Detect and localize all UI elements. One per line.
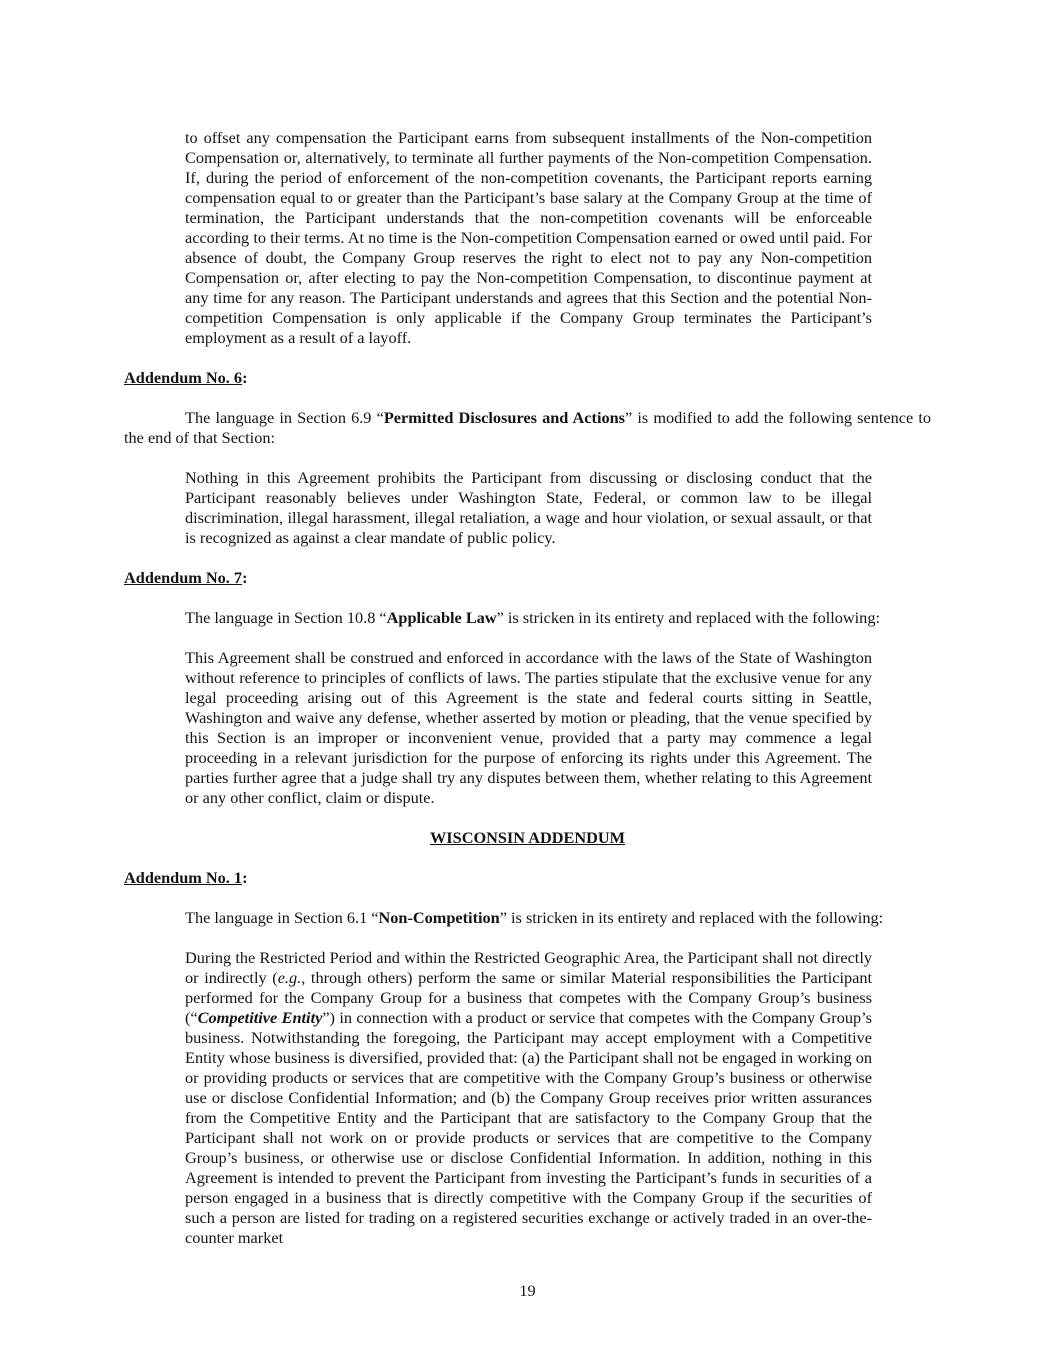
addendum-7-heading-text: Addendum No. 7: [124, 568, 243, 587]
addendum-7-intro-post: ” is stricken in its entirety and replaced with the following:: [496, 608, 880, 627]
addendum-1-heading-text: Addendum No. 1: [124, 868, 243, 887]
addendum-6-intro-post: ” is modified to add the following sentence to the end of that Section:: [124, 408, 931, 447]
addendum-1-body-run-0: During the Restricted Period and within the Restricted Geographic Area, the Participant shall not directly or indirectly (: [185, 948, 872, 987]
washington-noncompete-compensation-quote: to offset any compensation the Participant earns from subsequent installments of the Non-competition Compensation or, alternatively, to terminate all further payments of the Non-competition Compensation. If, during the period of enforcement of the non-competition covenants, the Participant reports earning compensation equal to or greater than the Participant’s base salary at the Company Group at the time of termination, the Participant understands that the non-competition covenants will be enforceable according to their terms. At no time is the Non-competition Compensation earned or owed until paid. For absence of doubt, the Company Group reserves the right to elect not to pay any Non-competition Compensation or, after electing to pay the Non-competition Compensation, to discontinue payment at any time for any reason. The Participant understands and agrees that this Section and the potential Non-competition Compensation is only applicable if the Company Group terminates the Participant’s employment as a result of a layoff.: [185, 128, 872, 347]
addendum-7-body-quote: This Agreement shall be construed and enforced in accordance with the laws of the State of Washington without reference to principles of conflicts of laws. The parties stipulate that the exclusive venue for any legal proceeding arising out of this Agreement is the state and federal courts sitting in Seattle, Washington and waive any defense, whether asserted by motion or pleading, that the venue specified by this Section is an improper or inconvenient venue, provided that a party may commence a legal proceeding in a relevant jurisdiction for the purpose of enforcing its rights under this Agreement. The parties further agree that a judge shall try any disputes between them, whether relating to this Agreement or any other conflict, claim or dispute.: [185, 648, 872, 807]
addendum-6-intro-paragraph: [124, 408, 931, 448]
addendum-1-intro-paragraph: [124, 908, 931, 928]
addendum-7-intro-paragraph: [124, 608, 931, 628]
addendum-6-body-quote: Nothing in this Agreement prohibits the Participant from discussing or disclosing conduct that the Participant reasonably believes under Washington State, Federal, or common law to be illegal discrimination, illegal harassment, illegal retaliation, a wage and hour violation, or sexual assault, or that is recognized as against a clear mandate of public policy.: [185, 468, 872, 547]
addendum-7-section-title: Applicable Law: [386, 608, 497, 627]
addendum-7-intro-pre: The language in Section 10.8 “: [185, 608, 387, 627]
addendum-6-intro-pre: The language in Section 6.9 “: [185, 408, 384, 427]
addendum-7-heading-colon: :: [242, 568, 248, 587]
addendum-1-body-run-2: , through others) perform the same or similar Material responsibilities the Participant performed for the Company Group for a business that competes with the Company Group’s business (“: [185, 968, 873, 1027]
addendum-7-heading: [124, 568, 931, 588]
addendum-1-body-run-competitive-entity: Competitive Entity: [197, 1008, 323, 1027]
addendum-1-body-quote: [185, 948, 872, 1248]
addendum-6-heading-colon: :: [242, 368, 248, 387]
addendum-6-section-title: Permitted Disclosures and Actions: [383, 408, 626, 427]
addendum-1-heading-colon: :: [242, 868, 248, 887]
addendum-1-intro-post: ” is stricken in its entirety and replaced with the following:: [499, 908, 884, 927]
addendum-6-heading-text: Addendum No. 6: [124, 368, 243, 387]
addendum-1-intro-pre: The language in Section 6.1 “: [185, 908, 379, 927]
addendum-6-heading: [124, 368, 931, 388]
page-content: [124, 128, 931, 1268]
addendum-1-section-title: Non-Competition: [378, 908, 500, 927]
wisconsin-addendum-title: WISCONSIN ADDENDUM: [430, 828, 625, 847]
addendum-1-body-run-4: ”) in connection with a product or service that competes with the Company Group’s business. Notwithstanding the foregoing, the Participant may accept employment with a Competitive Entity whose business is diversified, provided that: (a) the Participant shall not be engaged in working on or providing products or services that are competitive with the Company Group’s business or otherwise use or disclose Confidential Information; and (b) the Company Group receives prior written assurances from the Competitive Entity and the Participant that are satisfactory to the Company Group that the Participant shall not work on or provide products or services that are competitive to the Company Group’s business, or otherwise use or disclose Confidential Information. In addition, nothing in this Agreement is intended to prevent the Participant from investing the Participant’s funds in securities of a person engaged in a business that is directly competitive with the Company Group if the securities of such a person are listed for trading on a registered securities exchange or actively traded in an over-the-counter market: [185, 1008, 873, 1247]
addendum-1-body-run-eg-italic: e.g.: [277, 968, 302, 987]
addendum-1-heading: [124, 868, 931, 888]
page-number: 19: [519, 1281, 536, 1300]
